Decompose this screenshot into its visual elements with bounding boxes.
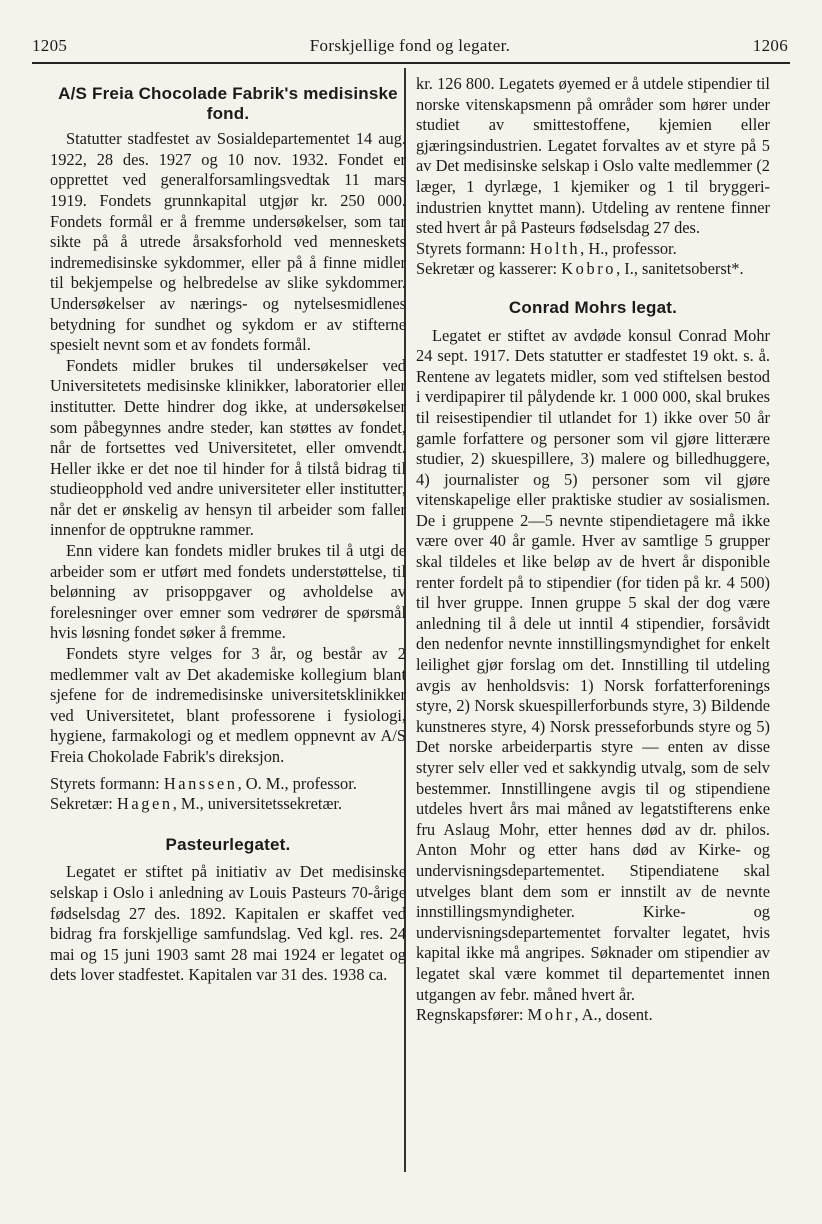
mohr-accountant-rest: , A., dosent. xyxy=(574,1005,653,1025)
left-column xyxy=(50,72,406,986)
freia-paragraph-4: Fondets styre velges for 3 år, og består av 2 medlemmer valt av Det akademiske kollegium blant sjefene for de indremedisinske universitetsklinikker ved Universitetet, blant professorene i fysiologi, hygiene, farmakologi og et medlem oppnevnt av A/S Freia Chokolade Fabrik's direksjon. xyxy=(50,644,406,766)
pasteur-secretary-line xyxy=(416,259,770,280)
freia-paragraph-3: Enn videre kan fondets midler brukes til å utgi de arbeider som er utført med fondets understøttelse, til belønning av prisoppgaver og avholdelse av forelesninger over emner som vedrører de spørsmål hvis løsning fondet søker å fremme. xyxy=(50,541,406,643)
section-heading-pasteur: Pasteurlegatet. xyxy=(165,834,291,854)
freia-secretary-line xyxy=(50,794,406,815)
running-header xyxy=(32,36,788,58)
mohr-accountant-line xyxy=(416,1005,770,1026)
section-heading-freia: A/S Freia Chocolade Fabrik's medisinske fond. xyxy=(58,84,398,123)
pasteur-secretary-rest: , I., sanitetsoberst*. xyxy=(616,259,744,279)
freia-secretary-label: Sekretær: xyxy=(50,794,113,814)
pasteur-paragraph-1: Legatet er stiftet på initiativ av Det medisinske selskap i Oslo i anledning av Louis Pasteurs 70-årige fødselsdag 27 des. 1892. Kapitalen er skaffet ved bidrag fra forskjellige samfundslag. Ved kgl. res. 24 mai og 15 juni 1903 samt 28 mai 1924 er legatet og dets lover stadfestet. Kapitalen var 31 des. 1938 ca. xyxy=(50,862,406,985)
freia-chair-name: Hanssen xyxy=(163,773,238,793)
mohr-accountant-name: Mohr xyxy=(527,1005,575,1025)
page-number-left: 1205 xyxy=(32,36,68,55)
freia-secretary-name: Hagen xyxy=(116,794,173,814)
right-column xyxy=(416,74,770,1026)
pasteur-chair-rest: , H., professor. xyxy=(580,238,677,258)
mohr-paragraph-1: Legatet er stiftet av avdøde konsul Conrad Mohr 24 sept. 1917. Dets statutter er stadfestet 19 okt. s. å. Rentene av legatets midler, som ved stiftelsen bestod i verdipapirer til pålydende kr. 1 000 000, skal brukes til reisestipendier til utlandet for 1) ikke over 50 år gamle forfattere og personer som vil gjøre litterære studier, 2) skuespillere, 3) malere og billedhuggere, 4) journalister og 5) personer som vil gjøre vitenskapelige eller praktiske studier av sosialismen. De i gruppene 2—5 nevnte stipendietagere må ikke være over 40 år gamle. Hver av samtlige 5 grupper skal tildeles et like beløp av de hvert år disponible renter fordelt på to stipendier (for tiden på kr. 4 500) til hver gruppe. Innen gruppe 5 skal der dog være anledning til å dele ut inntil 4 stipendier, forsåvidt den nedenfor nevnte innstillingsmyndighet for enkelt leilighet gjør forslag om det. Innstilling til utdeling avgis av henholdsvis: 1) Norsk forfatterforenings styre, 2) Norsk skuespillerforbunds styre, 3) Bildende kunstneres styre, 4) Norsk presseforbunds styre og 5) Det norske arbeiderpartis styre — enten av disse styrer selv eller ved et sakkyndig utvalg, som de selv bestemmer. Innstillingene avgis til og stipendiene utdeles hvert års mai måned av legatstifterens enke fru Aslaug Mohr, etter hennes død av dr. philos. Anton Mohr og etter hans død av Kirke- og undervisningsdepartementet. Stipendiatene skal utvelges blant dem som er innstilt av de nevnte innstillingsmyndigheter. Kirke- og undervisningsdepartementet forvalter legatet, hvis kapital ikke må angripes. Søknader om stipendier av legatet skal være kommet til departementet innen utgangen av febr. måned hvert år. xyxy=(416,325,770,1004)
page-number-right: 1206 xyxy=(752,36,788,55)
freia-paragraph-2: Fondets midler brukes til undersøkelser ved Universitetets medisinske klinikker, laboratorier eller institutter. Dette hindrer dog ikke, at undersøkelser som påbegynnes andre steder, kan støttes av fondet, når de fortsettes ved Universitetet, eller omvendt. Heller ikke er det noe til hinder for å tilstå bidrag til studieopphold ved andre universiteter eller institutter, når det er ønskelig av hensyn til arbeider som faller innenfor de opptrukne rammer. xyxy=(50,355,406,540)
pasteur-paragraph-continued: kr. 126 800. Legatets øyemed er å utdele stipendier til norske vitenskapsmenn på områder som hører under studiet av smittestoffene, kjemien eller gjæringsindustrien. Legatet forvaltes av et styre på 5 av Det medisinske selskap i Oslo valte medlemmer (2 læger, 1 dyrlæge, 1 kjemiker og 1 til bryggeri-industrien knyttet mann). Utdeling av rentene finner sted hvert år på Pasteurs fødselsdag 27 des. xyxy=(416,74,770,238)
freia-paragraph-1: Statutter stadfestet av Sosialdepartementet 14 aug. 1922, 28 des. 1927 og 10 nov. 1932. Fondet er opprettet ved generalforsamlingsvedtak 11 mars 1919. Fondets grunnkapital utgjør kr. 250 000. Fondets formål er å fremme undersøkelser, som tar sikte på å utrede årsaksforhold ved menneskets indremedisinske sykdommer, eller på å finne midler til bekjempelse og helbredelse av slike sykdommer. Undersøkelser av nærings- og nytelsesmidlenes betydning for sundhet og sykdom er av stifterne spesielt nevnt som et av fondets formål. xyxy=(50,129,406,355)
running-title: Forskjellige fond og legater. xyxy=(309,36,511,55)
section-heading-mohr: Conrad Mohrs legat. xyxy=(508,297,678,317)
freia-chair-line xyxy=(50,774,406,795)
freia-secretary-rest: , M., universitetssekretær. xyxy=(172,794,343,814)
pasteur-chair-name: Holth xyxy=(529,238,581,258)
freia-chair-label: Styrets formann: xyxy=(50,773,160,793)
pasteur-secretary-label: Sekretær og kasserer: xyxy=(416,259,558,279)
pasteur-secretary-name: Kobro xyxy=(561,259,617,279)
pasteur-chair-line xyxy=(416,239,770,260)
mohr-accountant-label: Regnskapsfører: xyxy=(416,1005,524,1025)
pasteur-chair-label: Styrets formann: xyxy=(416,238,526,258)
header-rule xyxy=(32,62,790,64)
freia-chair-rest: , O. M., professor. xyxy=(237,773,357,793)
